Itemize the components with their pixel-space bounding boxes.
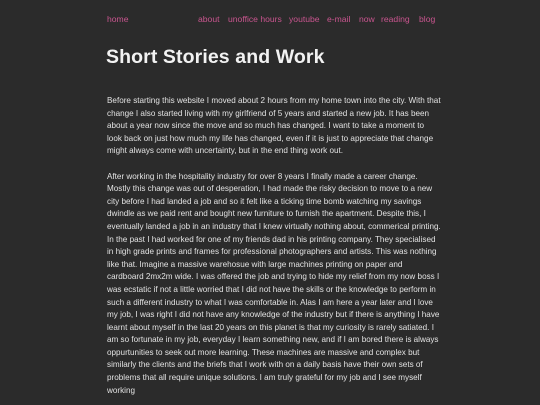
nav-reading-link[interactable]: reading [381,14,410,24]
top-nav [107,13,437,27]
nav-youtube-link[interactable]: youtube [289,14,320,24]
nav-email-link[interactable]: e-mail [327,14,351,24]
article-paragraph: Before starting this website I moved about 2 hours from my home town into the city. With that change I also started living with my girlfriend of 5 years and started a new job. It has been about a year now since the move and so much has changed. I want to take a moment to look back on just how much my life has changed, even if it is just to appreciate that change might always come with uncertainty, but in the end thing work out. [107,96,441,156]
article-paragraph: After working in the hospitality industry for over 8 years I finally made a career change. Mostly this change was out of desperation, I had made the risky decision to move to a new city before I had landed a job and so it felt like a ticking time bomb watching my savings dwindle as we paid rent and bought new furniture to furnish the apartment. Despite this, I eventually landed a job in an industry that I knew virtually nothing about, commerical printing. In the past I had worked for one of my friends dad in his printing company. They specialised in high grade prints and frames for professional photographers and artists. This was nothing like that. Imagine a massive warehosue with large machines printing on paper and cardboard 2mx2m wide. I was offered the job and trying to hide my relief from my now boss I was ecstatic if not a little worried that I did not have the skills or the knowledge to perform in such a different industry to what I was comfortable in. Alas I am here a year later and I love my job, I was right I did not have any knowledge of the industry but if there is anything I have learnt about myself in the last 20 years on this planet is that my curiosity is rarely satiated. I am so fortunate in my job, everyday I learn something new, and if I am bored there is always oppurtunities to seek out more learning. These machines are massive and complex but similarly the clients and the briefs that I work with on a daily basis have their own sets of problems that all require unique solutions. I am truly grateful for my job and I see myself working [107,171,441,395]
nav-blog-link[interactable]: blog [419,14,436,24]
nav-about-link[interactable]: about [198,14,220,24]
nav-unoffice-hours-link[interactable]: unoffice hours [228,14,282,24]
nav-now-link[interactable]: now [359,14,375,24]
page-title: Short Stories and Work [106,46,325,68]
article-body [107,95,441,405]
nav-home-link[interactable]: home [107,14,129,24]
